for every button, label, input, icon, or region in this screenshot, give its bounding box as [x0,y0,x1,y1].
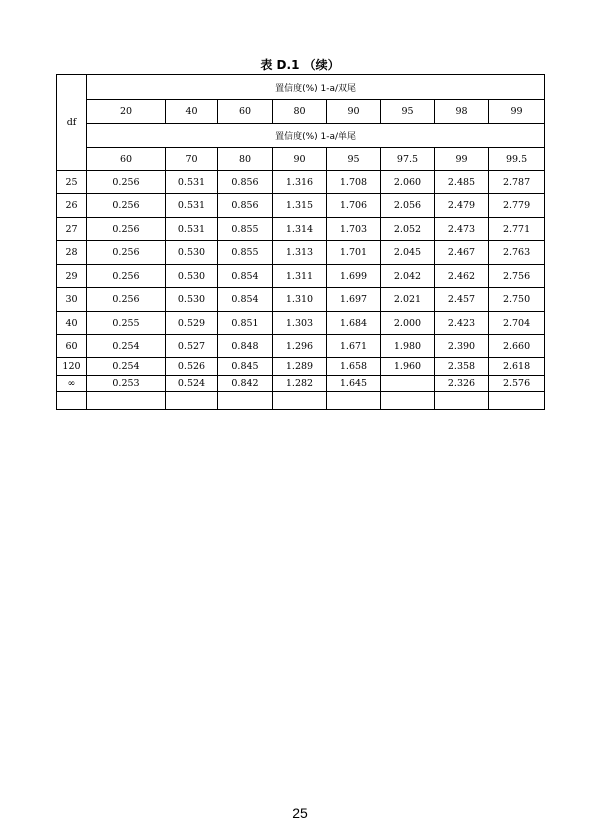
value-cell: 2.462 [435,265,489,288]
table-row [57,312,545,335]
value-cell: 2.052 [381,218,435,241]
value-cell: 0.256 [87,194,166,218]
value-cell [87,392,166,410]
two-tail-level-cell: 40 [166,100,218,124]
two-tail-level-cell: 20 [87,100,166,124]
value-cell: 1.697 [327,288,381,312]
value-cell: 0.254 [87,358,166,376]
value-cell: 2.045 [381,241,435,265]
value-cell: 1.310 [273,288,327,312]
value-cell: 0.848 [218,335,273,358]
value-cell: 2.485 [435,171,489,194]
value-cell: 1.684 [327,312,381,335]
value-cell: 2.042 [381,265,435,288]
one-tail-level-cell: 70 [166,148,218,171]
value-cell: 0.856 [218,171,273,194]
t-distribution-table [56,74,545,410]
value-cell: 2.479 [435,194,489,218]
df-cell: 25 [57,171,87,194]
value-cell: 0.854 [218,288,273,312]
value-cell: 0.842 [218,376,273,392]
value-cell: 2.704 [489,312,545,335]
value-cell: 0.851 [218,312,273,335]
df-cell [57,392,87,410]
two-tail-level-cell: 99 [489,100,545,124]
table-row [57,358,545,376]
value-cell: 0.845 [218,358,273,376]
value-cell: 0.256 [87,288,166,312]
value-cell: 0.526 [166,358,218,376]
one-tail-level-cell: 60 [87,148,166,171]
table-row [57,218,545,241]
value-cell: 1.701 [327,241,381,265]
value-cell: 2.358 [435,358,489,376]
value-cell [273,392,327,410]
value-cell: 0.855 [218,218,273,241]
value-cell: 0.531 [166,218,218,241]
two-tail-level-cell: 60 [218,100,273,124]
df-cell: 26 [57,194,87,218]
value-cell: 2.787 [489,171,545,194]
value-cell: 1.316 [273,171,327,194]
df-cell: 60 [57,335,87,358]
value-cell: 2.779 [489,194,545,218]
value-cell: 0.254 [87,335,166,358]
page-number: 25 [292,805,308,821]
df-cell: 28 [57,241,87,265]
value-cell: 2.576 [489,376,545,392]
value-cell: 2.618 [489,358,545,376]
df-cell: 29 [57,265,87,288]
value-cell: 2.473 [435,218,489,241]
table-row [57,376,545,392]
value-cell: 0.855 [218,241,273,265]
value-cell: 0.856 [218,194,273,218]
value-cell: 0.256 [87,265,166,288]
value-cell: 0.256 [87,241,166,265]
two-tail-label: 置信度(%) 1-a/双尾 [87,75,545,100]
value-cell: 2.021 [381,288,435,312]
value-cell: 0.253 [87,376,166,392]
value-cell: 1.314 [273,218,327,241]
table-row [57,194,545,218]
df-header: df [57,75,87,171]
value-cell: 0.256 [87,218,166,241]
value-cell [218,392,273,410]
value-cell: 0.531 [166,171,218,194]
df-cell: 27 [57,218,87,241]
one-tail-level-cell: 95 [327,148,381,171]
value-cell: 0.531 [166,194,218,218]
value-cell: 0.530 [166,241,218,265]
value-cell: 2.771 [489,218,545,241]
df-cell: 120 [57,358,87,376]
value-cell: 0.530 [166,265,218,288]
value-cell: 2.660 [489,335,545,358]
table-row [57,288,545,312]
value-cell: 1.303 [273,312,327,335]
value-cell [166,392,218,410]
two-tail-level-cell: 90 [327,100,381,124]
table-caption: 表 D.1 （续） [260,58,340,72]
value-cell: 1.289 [273,358,327,376]
value-cell: 2.457 [435,288,489,312]
one-tail-label: 置信度(%) 1-a/单尾 [87,124,545,148]
value-cell: 0.255 [87,312,166,335]
value-cell: 1.296 [273,335,327,358]
two-tail-level-cell: 95 [381,100,435,124]
one-tail-level-cell: 90 [273,148,327,171]
two-tail-level-cell: 80 [273,100,327,124]
df-cell: 30 [57,288,87,312]
value-cell: 1.706 [327,194,381,218]
value-cell: 2.763 [489,241,545,265]
value-cell: 1.282 [273,376,327,392]
value-cell: 1.980 [381,335,435,358]
value-cell: 2.423 [435,312,489,335]
value-cell: 0.529 [166,312,218,335]
value-cell: 1.699 [327,265,381,288]
table-row [57,392,545,410]
value-cell: 2.750 [489,288,545,312]
value-cell: 2.060 [381,171,435,194]
one-tail-level-cell: 80 [218,148,273,171]
df-cell: 40 [57,312,87,335]
df-cell: ∞ [57,376,87,392]
value-cell: 1.708 [327,171,381,194]
value-cell: 0.524 [166,376,218,392]
value-cell: 2.467 [435,241,489,265]
two-tail-level-cell: 98 [435,100,489,124]
value-cell: 2.056 [381,194,435,218]
value-cell: 1.313 [273,241,327,265]
value-cell: 1.960 [381,358,435,376]
value-cell: 0.854 [218,265,273,288]
value-cell: 2.390 [435,335,489,358]
value-cell [489,392,545,410]
value-cell [381,376,435,392]
two-tail-levels-row [57,100,545,124]
value-cell: 1.658 [327,358,381,376]
one-tail-levels-row [57,148,545,171]
value-cell: 1.311 [273,265,327,288]
one-tail-level-cell: 99.5 [489,148,545,171]
value-cell: 0.256 [87,171,166,194]
value-cell: 1.315 [273,194,327,218]
value-cell: 2.326 [435,376,489,392]
value-cell: 1.645 [327,376,381,392]
value-cell [381,392,435,410]
value-cell: 0.527 [166,335,218,358]
value-cell [435,392,489,410]
table-row [57,171,545,194]
table-row [57,335,545,358]
value-cell: 2.000 [381,312,435,335]
one-tail-level-cell: 97.5 [381,148,435,171]
value-cell: 0.530 [166,288,218,312]
one-tail-level-cell: 99 [435,148,489,171]
value-cell: 2.756 [489,265,545,288]
value-cell: 1.703 [327,218,381,241]
value-cell [327,392,381,410]
table-row [57,265,545,288]
table-row [57,241,545,265]
value-cell: 1.671 [327,335,381,358]
